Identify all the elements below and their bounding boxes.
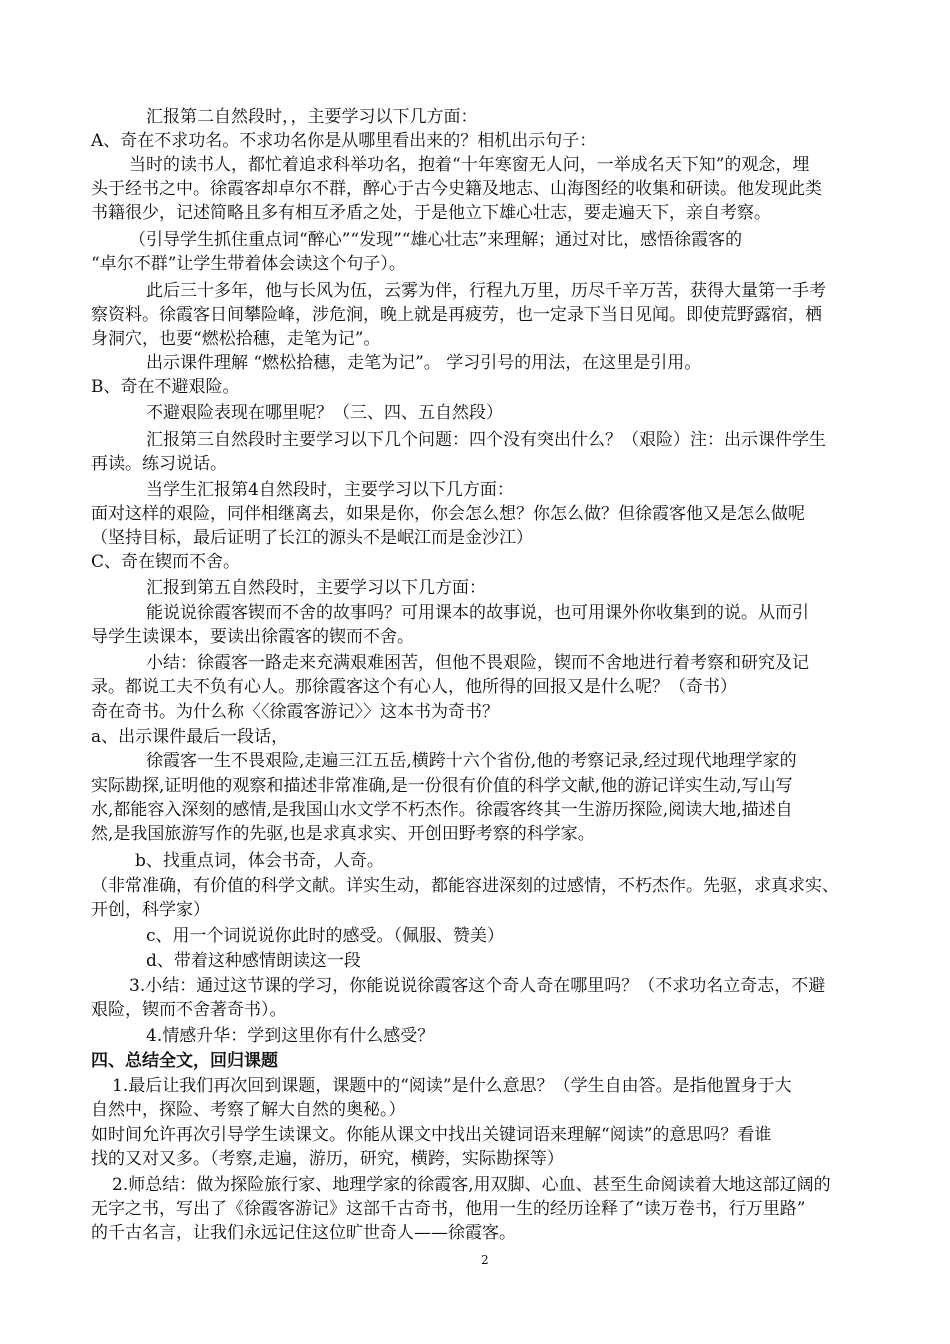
text-line: A、奇在不求功名。不求功名你是从哪里看出来的？相机出示句子： xyxy=(91,131,597,151)
text-line: d、带着这种感情朗读这一段 xyxy=(146,951,361,971)
text-line: （非常准确，有价值的科学文献。详实生动，都能容进深刻的过感情，不朽杰作。先驱，求真求实、 xyxy=(91,876,839,896)
text-line: 身洞穴，也要“燃松拾穗，走笔为记”。 xyxy=(91,329,381,349)
text-line: 再读。练习说话。 xyxy=(91,454,227,474)
text-line: “卓尔不群”让学生带着体会读这个句子）。 xyxy=(91,254,406,274)
text-line: 汇报第三自然段时主要学习以下几个问题：四个没有突出什么？（艰险）注：出示课件学生 xyxy=(146,430,826,450)
text-line: 2.师总结：做为探险旅行家、地理学家的徐霞客,用双脚、心血、甚至生命阅读着大地这部辽阔的 xyxy=(112,1175,831,1195)
text-line: B、奇在不避艰险。 xyxy=(91,377,240,397)
text-line: 当学生汇报第4自然段时，主要学习以下几方面： xyxy=(146,480,514,500)
text-line: 头于经书之中。徐霞客却卓尔不群，醉心于古今史籍及地志、山海图经的收集和研读。他发现此类 xyxy=(91,179,822,199)
text-line: 艰险，锲而不舍著奇书）。 xyxy=(91,1000,287,1020)
text-line: b、找重点词，体会书奇，人奇。 xyxy=(135,851,384,871)
text-line: 小结：徐霞客一路走来充满艰难困苦，但他不畏艰险，锲而不舍地进行着考察和研究及记 xyxy=(146,653,809,673)
text-line: 开创，科学家） xyxy=(91,900,210,920)
text-line: 1.最后让我们再次回到课题，课题中的“阅读”是什么意思？（学生自由答。是指他置身于大 xyxy=(112,1076,792,1096)
text-line: 出示课件理解 “燃松拾穗，走笔为记”。 学习引号的用法，在这里是引用。 xyxy=(146,353,702,373)
text-line: 当时的读书人，都忙着追求科举功名，抱着“十年寒窗无人问，一举成名天下知”的观念，埋 xyxy=(129,155,810,175)
text-line: 书籍很少，记述简略且多有相互矛盾之处，于是他立下雄心壮志，要走遍天下，亲自考察。 xyxy=(91,203,771,223)
text-line: 察资料。徐霞客日间攀险峰，涉危涧，晚上就是再疲劳，也一定录下当日见闻。即使荒野露宿，栖 xyxy=(91,305,822,325)
text-line: 无字之书，写出了《徐霞客游记》这部千古奇书，他用一生的经历诠释了“读万卷书，行万里路” xyxy=(91,1199,806,1219)
text-line: 找的又对又多。（考察,走遍，游历，研究，横跨，实际勘探等） xyxy=(91,1149,564,1169)
text-line: 实际勘探,证明他的观察和描述非常准确,是一份很有价值的科学文献,他的游记详实生动,写山写 xyxy=(91,776,793,796)
text-line: 此后三十多年，他与长风为伍，云雾为伴，行程九万里，历尽千辛万苦，获得大量第一手考 xyxy=(146,281,826,301)
page-number: 2 xyxy=(481,1253,489,1267)
text-line: a、出示课件最后一段话， xyxy=(91,727,289,747)
text-line: 奇在奇书。为什么称〈〈徐霞客游记〉〉这本书为奇书？ xyxy=(91,702,499,722)
text-line: 徐霞客一生不畏艰险,走遍三江五岳,横跨十六个省份,他的考察记录,经过现代地理学家的 xyxy=(146,751,797,771)
text-line: 面对这样的艰险，同伴相继离去，如果是你，你会怎么想？你怎么做？但徐霞客他又是怎么做呢 xyxy=(91,504,805,524)
text-line: 汇报第二自然段时，，主要学习以下几方面： xyxy=(146,107,478,127)
text-line: 导学生读课本，要读出徐霞客的锲而不舍。 xyxy=(91,627,414,647)
text-line: 汇报到第五自然段时，主要学习以下几方面： xyxy=(146,578,486,598)
text-line: 的千古名言，让我们永远记住这位旷世奇人——徐霞客。 xyxy=(91,1223,516,1243)
text-line: 4.情感升华：学到这里你有什么感受？ xyxy=(146,1026,435,1046)
text-line: 自然中，探险、考察了解大自然的奥秘。） xyxy=(91,1100,406,1120)
text-line: C、奇在锲而不舍。 xyxy=(91,552,241,572)
text-line: 如时间允许再次引导学生读课文。你能从课文中找出关键词语来理解“阅读”的意思吗？看谁 xyxy=(91,1125,772,1145)
text-line: （坚持目标，最后证明了长江的源头不是岷江而是金沙江） xyxy=(91,528,533,548)
text-line: 录。都说工夫不负有心人。那徐霞客这个有心人，他所得的回报又是什么呢？（奇书） xyxy=(91,677,737,697)
text-line: 不避艰险表现在哪里呢？（三、四、五自然段） xyxy=(146,403,503,423)
text-line: 3.小结：通过这节课的学习，你能说说徐霞客这个奇人奇在哪里吗？（不求功名立奇志，不避 xyxy=(129,976,826,996)
text-line: c、用一个词说说你此时的感受。（佩服、赞美） xyxy=(146,926,505,946)
section-heading: 四、总结全文，回归课题 xyxy=(91,1051,278,1071)
text-line: 水,都能容入深刻的感情,是我国山水文学不朽杰作。徐霞客终其一生游历探险,阅读大地,描述自 xyxy=(91,800,793,820)
text-line: 能说说徐霞客锲而不舍的故事吗？可用课本的故事说，也可用课外你收集到的说。从而引 xyxy=(146,603,809,623)
text-line: （引导学生抓住重点词“醉心”“发现”“雄心壮志”来理解；通过对比，感悟徐霞客的 xyxy=(129,230,743,250)
text-line: 然,是我国旅游写作的先驱,也是求真求实、开创田野考察的科学家。 xyxy=(91,824,595,844)
